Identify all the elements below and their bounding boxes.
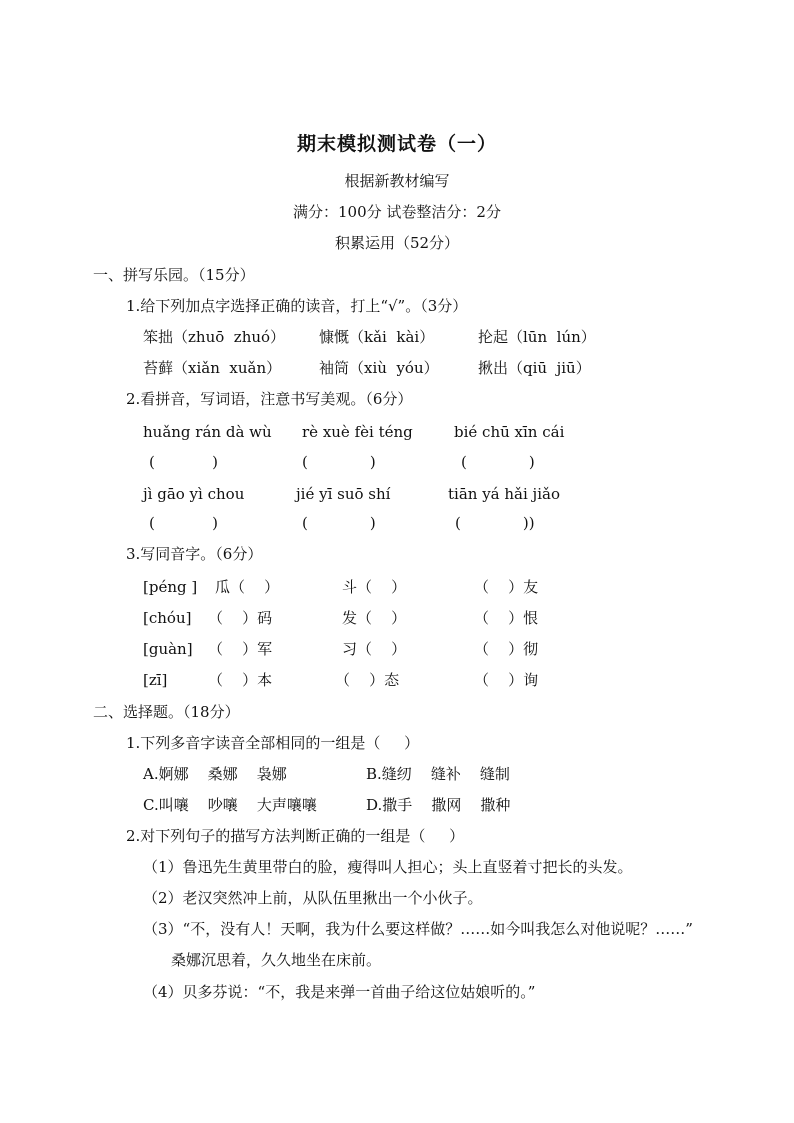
q3-row4-c[interactable]: （ ）询	[474, 671, 539, 689]
q1-prompt: 1.给下列加点字选择正确的读音，打上“√”。（3分）	[126, 297, 468, 315]
s2-q2-sentence-2: （2）老汉突然冲上前，从队伍里揪出一个小伙子。	[143, 889, 483, 907]
s2-q1-option-d[interactable]: D.撒手 撒网 撒种	[366, 796, 511, 814]
s2-q2-prompt: 2.对下列句子的描写方法判断正确的一组是（ ）	[126, 827, 465, 845]
subtitle: 根据新教材编写	[344, 172, 450, 190]
q2-pinyin-2: rè xuè fèi téng	[302, 423, 413, 441]
q3-row2-pinyin: [chóu]	[143, 609, 192, 627]
q2-blank-5[interactable]: ( )	[302, 514, 376, 532]
q1-item-5: 袖筒（xiù yóu）	[319, 359, 439, 377]
section2-heading: 二、选择题。（18分）	[93, 703, 240, 721]
q3-prompt: 3.写同音字。（6分）	[126, 545, 263, 563]
part-title: 积累运用（52分）	[334, 234, 460, 252]
q1-item-4: 苔藓（xiǎn xuǎn）	[143, 359, 282, 377]
q3-row4-b[interactable]: （ ）态	[335, 671, 400, 689]
s2-q2-sentence-1: （1）鲁迅先生黄里带白的脸，瘦得叫人担心；头上直竖着寸把长的头发。	[143, 858, 633, 876]
q3-row2-c[interactable]: （ ）恨	[474, 609, 539, 627]
q2-pinyin-1: huǎng rán dà wù	[143, 423, 272, 441]
q2-blank-4[interactable]: ( )	[149, 514, 218, 532]
page-title: 期末模拟测试卷（一）	[296, 133, 497, 155]
q2-prompt: 2.看拼音，写词语，注意书写美观。（6分）	[126, 390, 413, 408]
q2-pinyin-4: jì gāo yì chou	[143, 485, 245, 503]
q3-row1-b[interactable]: 斗（ ）	[342, 578, 407, 596]
q3-row2-b[interactable]: 发（ ）	[342, 609, 407, 627]
q3-row3-a[interactable]: （ ）军	[208, 640, 273, 658]
q1-item-2: 慷慨（kǎi kài）	[319, 328, 435, 346]
q1-item-3: 抡起（lūn lún）	[478, 328, 596, 346]
s2-q1-option-c[interactable]: C.叫嚷 吵嚷 大声嚷嚷	[143, 796, 317, 814]
q2-pinyin-5: jié yī suō shí	[296, 485, 391, 503]
q2-blank-1[interactable]: ( )	[149, 453, 218, 471]
q3-row3-c[interactable]: （ ）彻	[474, 640, 539, 658]
q3-row3-b[interactable]: 习（ ）	[342, 640, 407, 658]
q2-blank-6[interactable]: ( ))	[455, 514, 535, 532]
q3-row4-pinyin: [zī]	[143, 671, 168, 689]
q3-row3-pinyin: [guàn]	[143, 640, 193, 658]
q1-item-1: 笨拙（zhuō zhuó）	[143, 328, 286, 346]
q3-row1-pinyin: [péng ]	[143, 578, 198, 596]
s2-q2-sentence-3-cont: 桑娜沉思着，久久地坐在床前。	[171, 951, 382, 969]
s2-q2-sentence-3: （3）“不，没有人！天啊，我为什么要这样做？……如今叫我怎么对他说呢？……”	[143, 920, 693, 938]
s2-q2-sentence-4: （4）贝多芬说：“不，我是来弹一首曲子给这位姑娘听的。”	[143, 983, 536, 1001]
q2-blank-3[interactable]: ( )	[461, 453, 535, 471]
score-info: 满分：100分 试卷整洁分：2分	[293, 203, 501, 221]
s2-q1-option-a[interactable]: A.婀娜 桑娜 袅娜	[143, 765, 287, 783]
q2-pinyin-3: bié chū xīn cái	[454, 423, 565, 441]
q3-row1-a[interactable]: 瓜（ ）	[215, 578, 280, 596]
q3-row1-c[interactable]: （ ）友	[474, 578, 539, 596]
section1-heading: 一、拼写乐园。（15分）	[93, 266, 255, 284]
s2-q1-option-b[interactable]: B.缝纫 缝补 缝制	[366, 765, 510, 783]
q3-row4-a[interactable]: （ ）本	[208, 671, 273, 689]
q3-row2-a[interactable]: （ ）码	[208, 609, 273, 627]
s2-q1-prompt: 1.下列多音字读音全部相同的一组是（ ）	[126, 734, 420, 752]
q2-blank-2[interactable]: ( )	[302, 453, 376, 471]
q2-pinyin-6: tiān yá hǎi jiǎo	[448, 485, 560, 503]
q1-item-6: 揪出（qiū jiū）	[478, 359, 591, 377]
